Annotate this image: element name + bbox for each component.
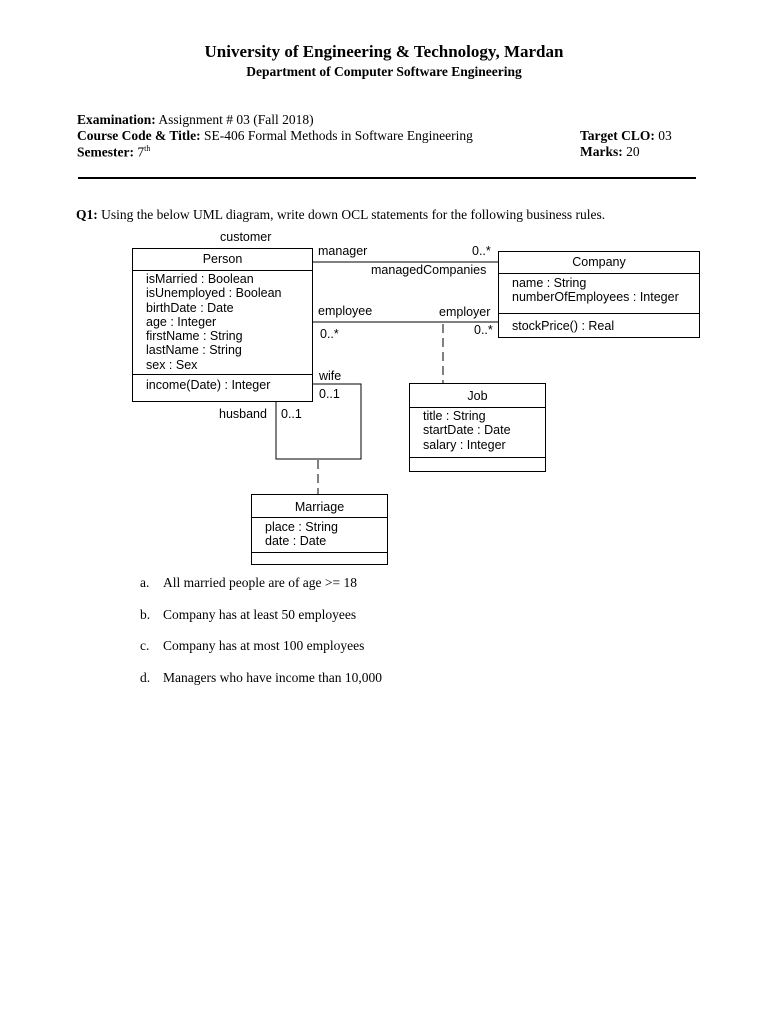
company-class-name: Company	[499, 252, 699, 274]
person-class	[132, 248, 313, 402]
person-class-name: Person	[133, 249, 312, 271]
company-op: stockPrice() : Real	[512, 319, 615, 333]
job-attributes	[410, 408, 545, 458]
marks-label: Marks:	[580, 144, 623, 159]
employee-role-label: employee	[318, 304, 373, 318]
marriage-operations	[252, 553, 387, 556]
list-item-text: Managers who have income than 10,000	[163, 670, 382, 685]
job-attr: title : String	[423, 409, 486, 423]
job-operations	[410, 458, 545, 461]
job-attr: salary : Integer	[423, 437, 506, 452]
husband-role-label: husband	[219, 407, 267, 421]
list-item	[140, 638, 364, 654]
list-item-text: Company has at least 50 employees	[163, 607, 357, 622]
person-op: income(Date) : Integer	[146, 378, 271, 393]
question-text: Using the below UML diagram, write down OCL statements for the following business rules.	[101, 207, 606, 222]
course-value: SE-406 Formal Methods in Software Engineering	[204, 128, 473, 143]
department-title: Department of Computer Software Engineering	[246, 64, 522, 79]
job-class-name: Job	[410, 384, 545, 408]
employer-role-label: employer	[439, 305, 491, 319]
list-item-letter: c.	[140, 638, 150, 653]
company-class	[498, 251, 700, 338]
semester-superscript: th	[144, 144, 151, 153]
list-item	[140, 670, 382, 686]
list-item-text: Company has at most 100 employees	[163, 638, 365, 653]
person-attributes	[133, 271, 312, 375]
manager-multiplicity: 0..*	[472, 244, 491, 258]
employee-multiplicity: 0..*	[320, 327, 339, 341]
marriage-attributes	[252, 518, 387, 553]
company-attr: name : String	[512, 276, 587, 290]
customer-role-label: customer	[220, 230, 272, 244]
marks-value: 20	[626, 144, 640, 159]
person-attr: lastName : String	[146, 343, 242, 358]
semester-label: Semester:	[77, 144, 134, 160]
marriage-attr: date : Date	[265, 534, 327, 549]
person-attr: sex : Sex	[146, 357, 198, 372]
person-attr: isUnemployed : Boolean	[146, 286, 282, 301]
husband-multiplicity: 0..1	[281, 407, 302, 421]
examination-label: Examination:	[77, 112, 156, 127]
person-attr: isMarried : Boolean	[146, 272, 254, 286]
company-attributes	[499, 274, 699, 314]
job-attr: startDate : Date	[423, 423, 511, 438]
list-item	[140, 607, 356, 623]
marriage-class-name: Marriage	[252, 495, 387, 518]
question-number: Q1:	[76, 207, 98, 222]
wife-role-label: wife	[319, 369, 342, 383]
person-attr: age : Integer	[146, 314, 217, 329]
marriage-class	[251, 494, 388, 565]
person-operations	[133, 375, 312, 394]
marriage-attr: place : String	[265, 520, 338, 534]
wife-multiplicity: 0..1	[319, 387, 340, 401]
clo-value: 03	[658, 128, 672, 143]
person-attr: firstName : String	[146, 329, 243, 344]
list-item	[140, 575, 357, 591]
semester-value: 7	[137, 144, 145, 160]
job-class	[409, 383, 546, 472]
clo-label: Target CLO:	[580, 128, 655, 143]
list-item-letter: d.	[140, 670, 151, 685]
company-attr: numberOfEmployees : Integer	[512, 290, 679, 305]
list-item-text: All married people are of age >= 18	[163, 575, 358, 590]
list-item-letter: a.	[140, 575, 150, 590]
examination-value: Assignment # 03 (Fall 2018)	[158, 112, 314, 127]
employer-multiplicity: 0..*	[474, 323, 493, 337]
course-label: Course Code & Title:	[77, 128, 201, 143]
manager-role-label: manager	[318, 244, 368, 258]
university-title: University of Engineering & Technology, Mardan	[204, 42, 564, 61]
managed-companies-role-label: managedCompanies	[371, 263, 487, 277]
list-item-letter: b.	[140, 607, 151, 622]
person-attr: birthDate : Date	[146, 300, 234, 315]
company-operations	[499, 314, 699, 335]
